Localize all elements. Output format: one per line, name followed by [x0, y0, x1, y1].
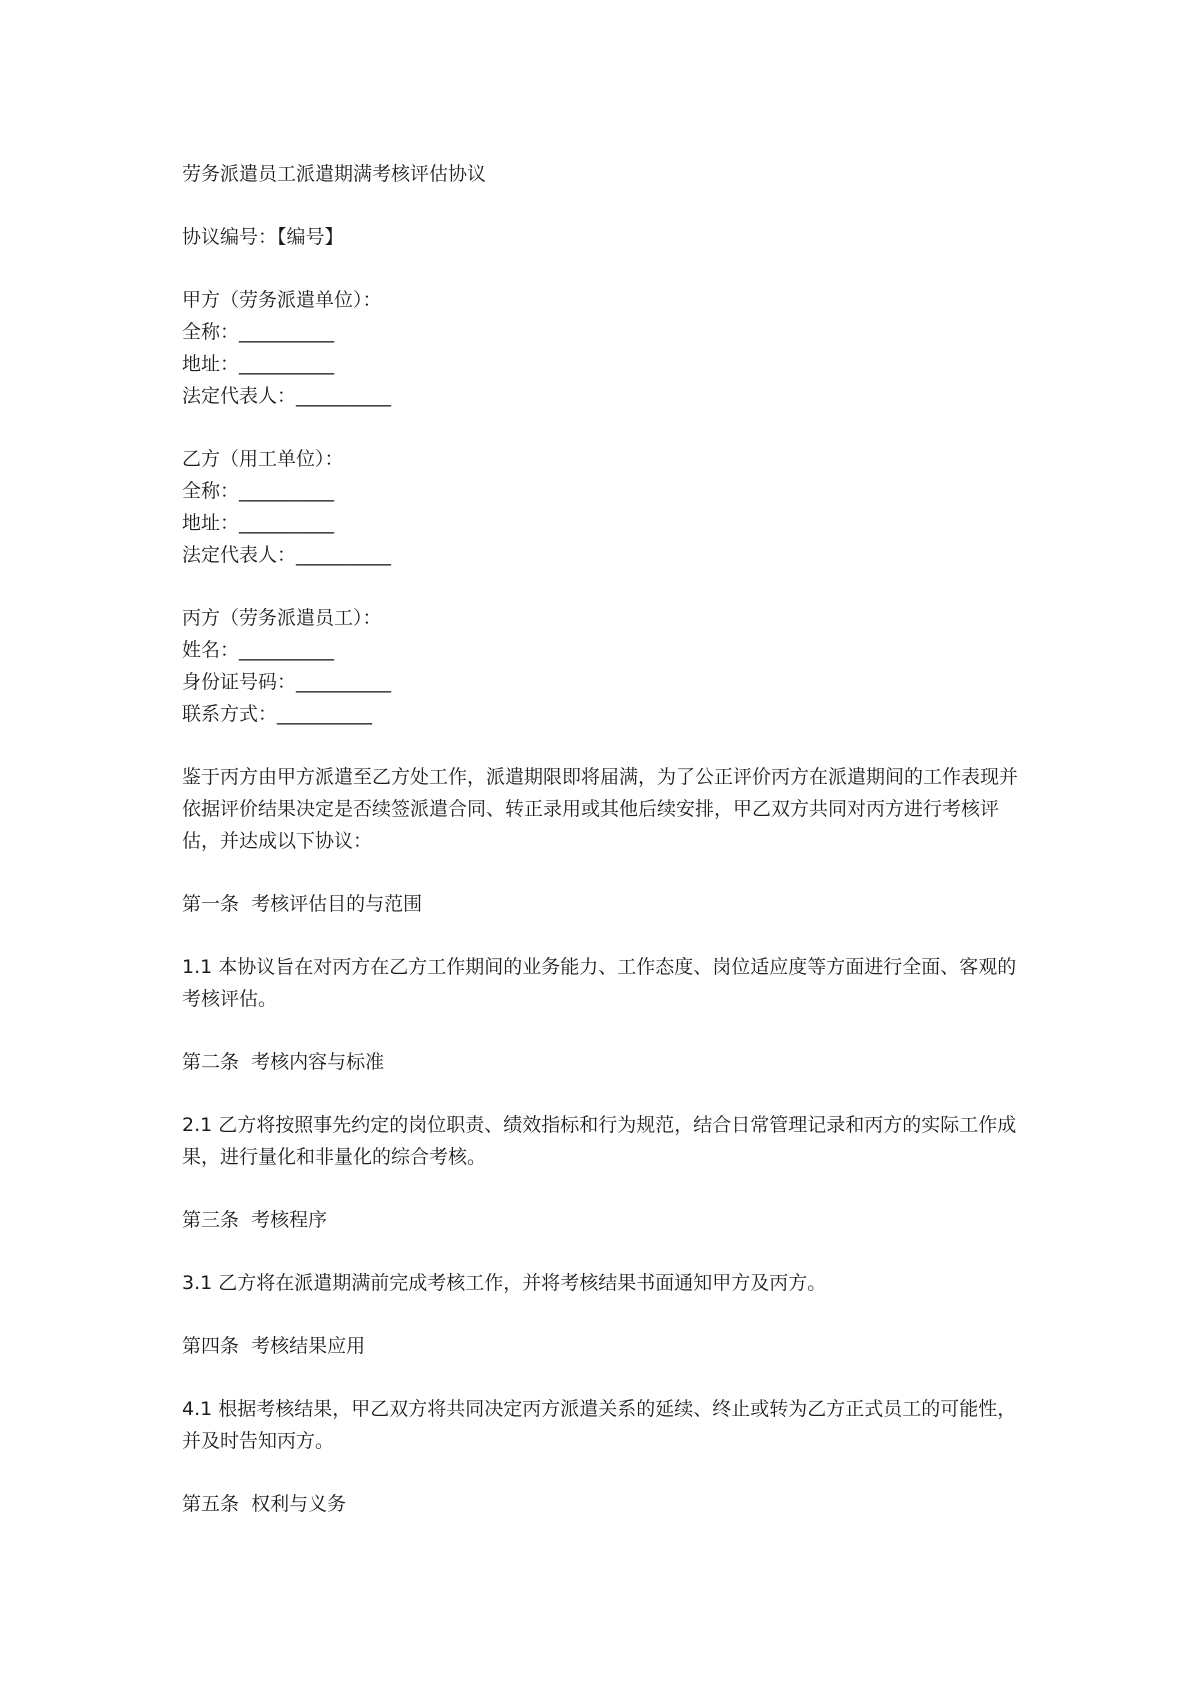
party-a-name: 全称：__________ — [182, 321, 335, 343]
party-a-block — [182, 284, 1032, 412]
agreement-number: 协议编号：【编号】 — [182, 226, 344, 248]
article-4-heading: 第四条 考核结果应用 — [182, 1335, 366, 1357]
party-a-heading: 甲方（劳务派遣单位）： — [182, 289, 382, 311]
document-title: 劳务派遣员工派遣期满考核评估协议 — [182, 163, 487, 185]
spacer — [182, 920, 1032, 951]
spacer — [182, 730, 1032, 761]
party-b-block — [182, 443, 1032, 571]
spacer — [182, 1173, 1032, 1204]
spacer — [182, 1015, 1032, 1046]
spacer — [182, 1236, 1032, 1267]
preamble-paragraph: 鉴于丙方由甲方派遣至乙方处工作，派遣期限即将届满，为了公正评价丙方在派遣期间的工作表现并依据评价结果决定是否续签派遣合同、转正录用或其他后续安排，甲乙双方共同对丙方进行考核评估，并达成以下协议： — [182, 766, 1019, 852]
article-1-clause: 1.1 本协议旨在对丙方在乙方工作期间的业务能力、工作态度、岗位适应度等方面进行全面、客观的考核评估。 — [182, 956, 1017, 1010]
party-a-representative: 法定代表人：__________ — [182, 385, 392, 407]
party-b-name: 全称：__________ — [182, 480, 335, 502]
party-b-address: 地址：__________ — [182, 512, 335, 534]
spacer — [182, 1299, 1032, 1330]
party-c-id-number: 身份证号码：__________ — [182, 671, 392, 693]
party-b-representative: 法定代表人：__________ — [182, 544, 392, 566]
spacer — [182, 1457, 1032, 1488]
spacer — [182, 253, 1032, 284]
spacer — [182, 1078, 1032, 1109]
spacer — [182, 412, 1032, 443]
article-2-clause: 2.1 乙方将按照事先约定的岗位职责、绩效指标和行为规范，结合日常管理记录和丙方的实际工作成果，进行量化和非量化的综合考核。 — [182, 1114, 1017, 1168]
article-2-heading: 第二条 考核内容与标准 — [182, 1051, 385, 1073]
spacer — [182, 190, 1032, 221]
article-1-heading: 第一条 考核评估目的与范围 — [182, 893, 423, 915]
article-3-clause: 3.1 乙方将在派遣期满前完成考核工作，并将考核结果书面通知甲方及丙方。 — [182, 1272, 827, 1294]
spacer — [182, 571, 1032, 602]
spacer — [182, 1362, 1032, 1393]
document-page — [182, 158, 1032, 1520]
party-b-heading: 乙方（用工单位）： — [182, 448, 344, 470]
spacer — [182, 857, 1032, 888]
party-c-contact: 联系方式：__________ — [182, 703, 373, 725]
article-5-heading: 第五条 权利与义务 — [182, 1493, 347, 1515]
article-4-clause: 4.1 根据考核结果，甲乙双方将共同决定丙方派遣关系的延续、终止或转为乙方正式员工的可能性，并及时告知丙方。 — [182, 1398, 1017, 1452]
article-3-heading: 第三条 考核程序 — [182, 1209, 328, 1231]
party-c-name: 姓名：__________ — [182, 639, 335, 661]
party-a-address: 地址：__________ — [182, 353, 335, 375]
party-c-heading: 丙方（劳务派遣员工）： — [182, 607, 382, 629]
party-c-block — [182, 602, 1032, 730]
